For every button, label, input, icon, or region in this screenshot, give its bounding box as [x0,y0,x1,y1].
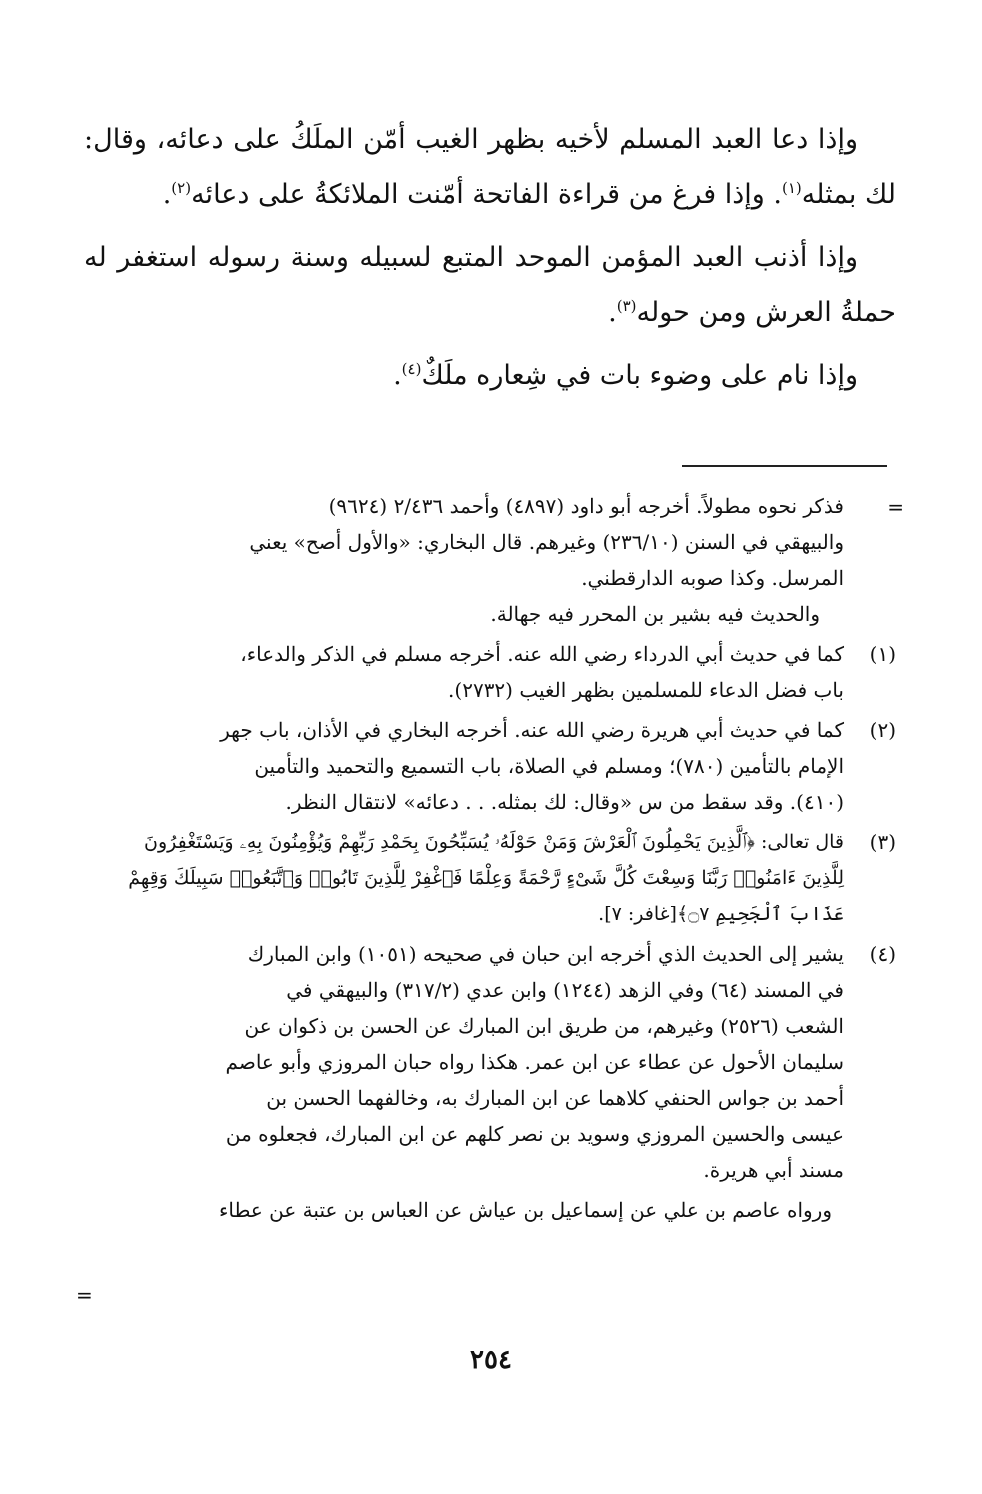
footnote-1-num: (١) [869,642,896,666]
footnote-trailing-body [84,1192,844,1228]
footnote-line: والحديث فيه بشير بن المحرر فيه جهالة. [490,602,820,626]
footnote-continuation [84,488,896,632]
footnote-line: يشير إلى الحديث الذي أخرجه ابن حبان في صحيحه (١٠٥١) وابن المبارك [247,942,844,966]
footnote-ref-3[interactable]: (٣) [616,297,637,315]
page-number: ٢٥٤ [470,1345,512,1375]
footnote-line: كما في حديث أبي هريرة رضي الله عنه. أخرجه البخاري في الأذان، باب جهر [220,718,844,742]
paragraph-3 [84,348,896,403]
footnote-trailing-num [844,1192,896,1228]
paragraph-1 [84,112,896,222]
footnote-line: قال تعالى: ﴿ٱلَّذِينَ يَحْمِلُونَ ٱلْعَرْشَ وَمَنْ حَوْلَهُۥ يُسَبِّحُونَ بِحَمْدِ رَبِّهِمْ وَيُؤْمِنُونَ بِهِۦ وَيَسْتَغْفِرُونَ [144,831,844,853]
footnote-continuation-body [84,488,844,632]
footnote-2 [84,712,896,820]
footnote-3 [84,824,896,932]
footnote-4 [84,936,896,1188]
footnote-line: في المسند (٦٤) وفي الزهد (١٢٤٤) وابن عدي (٣١٧/٢) والبيهقي في [286,978,844,1002]
footnote-1-body [84,636,844,708]
paragraph-2-text: وإذا أذنب العبد المؤمن الموحد المتبع لسبيله وسنة رسوله استغفر له حملةُ العرش ومن حوله [84,242,896,328]
footnote-line: لِلَّذِينَ ءَامَنُوا۟ رَبَّنَا وَسِعْتَ كُلَّ شَىْءٍ رَّحْمَةً وَعِلْمًا فَٱغْفِرْ لِلَّذِينَ تَابُوا۟ وَٱتَّبَعُوا۟ سَبِيلَكَ وَقِهِمْ [128,867,844,889]
footnote-1 [84,636,896,708]
continued-marker: = [76,1283,93,1307]
footnote-line: باب فضل الدعاء للمسلمين بظهر الغيب (٢٧٣٢). [448,678,844,702]
footnote-trailing [84,1192,896,1228]
footnote-line: سليمان الأحول عن عطاء عن ابن عمر. هكذا رواه حبان المروزي وأبو عاصم [225,1050,844,1074]
footnote-separator [682,465,887,467]
footnote-line: أحمد بن جواس الحنفي كلاهما عن ابن المبارك به، وخالفهما الحسن بن [266,1086,844,1110]
paragraph-2 [84,230,896,340]
footnote-line: (٤١٠). وقد سقط من س «وقال: لك بمثله. . . دعائه» لانتقال النظر. [285,790,844,814]
footnote-trailing-text: ورواه عاصم بن علي عن إسماعيل بن عياش عن العباس بن عتبة عن عطاء [218,1198,832,1222]
footnote-line: كما في حديث أبي الدرداء رضي الله عنه. أخرجه مسلم في الذكر والدعاء، [240,642,844,666]
footnote-ref-2[interactable]: (٢) [171,179,192,197]
footnote-line: مسند أبي هريرة. [703,1158,844,1182]
continuation-marker: = [887,495,904,519]
paragraph-1-text-a: وإذا دعا العبد المسلم لأخيه بظهر الغيب أمّن الملَكُ على دعائه، وقال: لك بمثله [84,124,896,210]
footnote-2-num: (٢) [869,718,896,742]
paragraph-3-text: وإذا نام على وضوء بات في شِعاره ملَكٌ [421,360,858,391]
footnote-line: والبيهقي في السنن (٢٣٦/١٠) وغيرهم. قال البخاري: «والأول أصح» يعني [249,530,844,554]
footnotes [84,488,896,1232]
paragraph-1-text-b: . وإذا فرغ من قراءة الفاتحة أمّنت الملائكةُ على دعائه [191,179,782,210]
footnote-4-num: (٤) [869,942,896,966]
paragraph-3-end: . [393,360,402,391]
footnote-continuation-num [844,488,896,632]
paragraph-1-end: . [162,179,172,210]
footnote-line: المرسل. وكذا صوبه الدارقطني. [581,566,844,590]
footnote-4-body [84,936,844,1188]
footnote-ref-4[interactable]: (٤) [401,360,422,378]
footnote-3-num: (٣) [869,830,896,854]
footnote-2-body [84,712,844,820]
footnote-line: الإمام بالتأمين (٧٨٠)؛ ومسلم في الصلاة، باب التسميع والتحميد والتأمين [254,754,844,778]
paragraph-2-end: . [608,297,617,328]
footnote-ref-1[interactable]: (١) [781,179,802,197]
main-text [84,112,896,411]
footnote-line: فذكر نحوه مطولاً. أخرجه أبو داود (٤٨٩٧) وأحمد ٢/٤٣٦ (٩٦٢٤) [328,494,844,518]
footnote-3-body [84,824,844,932]
footnote-line: عيسى والحسين المروزي وسويد بن نصر كلهم عن ابن المبارك، فجعلوه من [225,1122,844,1146]
footnote-line: الشعب (٢٥٢٦) وغيرهم، من طريق ابن المبارك عن الحسن بن ذكوان عن [244,1014,844,1038]
footnote-line: عَذَابَ ٱلْجَحِيمِ ۝٧﴾[غافر: ٧]. [598,903,844,925]
